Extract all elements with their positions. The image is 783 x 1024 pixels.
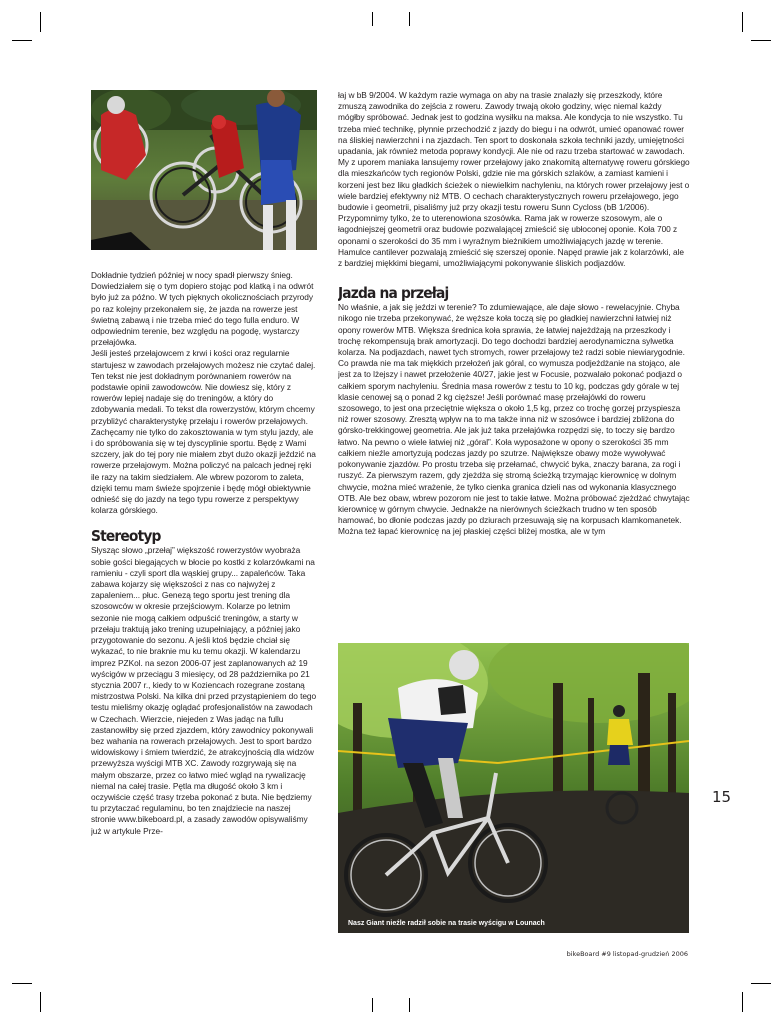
section-heading-stereotyp: Stereotyp xyxy=(91,527,161,546)
right-text-column xyxy=(338,90,690,630)
photo-forest-race xyxy=(338,643,689,933)
photo-cyclocross-riders xyxy=(91,90,317,250)
article-paragraph: My z uporem maniaka lansujemy rower przełajowy jako znakomitą alternatywę roweru górskiego dla mieszkańców tych regionów Polski, gdzie nie ma górskich szlaków, a zamiast kamieni i korzeni jest bez liku gładkich ścieżek o niewielkim nachyleniu, na których rower przełajowy jest o wiele bardziej efektywny niż MTB. O cechach charakterystycznych roweru przełajowego, jego budowie i geometrii, pisaliśmy już przy okazji testu roweru Sunn Cycloss (bB 1/2006). Przypomnimy tylko, że to uterenowiona szosówka. Rama jak w rowerze szosowym, ale o łagodniejszej geometrii oraz budowie pozwalającej zmieścić się ubłoconej oponie. Koła 700 z oponami o szerokości do 35 mm i wyraźnym bieżnikiem umożliwiających jazdę w terenie. Hamulce cantilever pozwalają zmieścić się szerszej oponie. Napęd prawie jak z kolarzówki, ale z bardziej miękkimi biegami, umożliwiającymi pokonywanie śliskich podjazdów. xyxy=(338,157,690,269)
photo-cyclocross-riders-image xyxy=(91,90,317,250)
left-text-column xyxy=(91,270,317,938)
section-heading-jazda-na-przelaj: Jazda na przełaj xyxy=(338,284,449,303)
article-paragraph: łaj w bB 9/2004. W każdym razie wymaga on aby na trasie znalazły się przeszkody, które zmuszą zawodnika do zejścia z roweru. Zawody trwają około godziny, więc niemal każdy mógłby spróbować. Jednak jest to godzina wysiłku na maksa. Ale kondycja to nie wszystko. Tu trzeba mieć technikę, płynnie przechodzić z jazdy do biegu i na odwrót, umieć opanować rower na śliskiej nawierzchni i na zjazdach. Ten sport to doskonała szkoła techniki jazdy, umiejętności upadania, jak również metoda poprawy kondycji. Ale nie od razu trzeba startować w zawodach. xyxy=(338,90,685,157)
page-number: 15 xyxy=(712,788,732,806)
article-paragraph: Słysząc słowo „przełaj” większość rowerzystów wyobraża sobie gości biegających w błocie po kostki z kolarzówkami na ramieniu - czyli sport dla wąskiej grupy... zapaleńców. Taka zabawa kojarzy się większości z nas co najwyżej z zapaleniem... płuc. Genezą tego sportu jest trening dla szosowców w okresie przejściowym. Kolarze po letnim sezonie nie mogą całkiem odpuścić treningów, a starty w przełaju traktują jako trening uzupełniający, a później jako przygotowanie do sezonu. A jeśli ktoś będzie chciał się wykazać, to nie braknie mu ku temu okazji. W kalendarzu imprez PZKol. na sezon 2006-07 jest zaplanowanych aż 19 wyścigów w przeciągu 3 miesięcy, od 28 października po 21 stycznia 2007 r., kiedy to w Koziencach rozegrane zostaną mistrzostwa Polski. Na kilka dni przed przystąpieniem do tego testu mieliśmy okazję oglądać profesjonalistów na zawodach w Czechach. Wierzcie, niejeden z Was jadąc na fullu zastanowiłby się przed zjazdem, który zawodnicy pokonywali bez wahania na rowerach przełajowych. Jest to sport bardzo widowiskowy i śmiem twierdzić, że atrakcyjnością dla widzów przewyższa wyścigi MTB XC. Zawody rozgrywają się na małym obszarze, przez co łatwo mieć wgląd na rywalizację niemal na całej trasie. Pętla ma długość około 3 km i oczywiście część trasy trzeba pokonać z buta. Nie będziemy tu przytaczać regulaminu, bo ten znajdziecie na naszej stronie www.bikeboard.pl, a zasady zawodów opisywaliśmy już w artykule Prze- xyxy=(91,545,317,836)
article-paragraph: No właśnie, a jak się jeździ w terenie? To zdumiewające, ale daje słowo - rewelacyjnie. Chyba nikogo nie trzeba przekonywać, że węższe koła toczą się po gładkiej nawierzchni łatwiej niż opony rowerów MTB. Większa średnica koła sprawia, że łatwiej najeżdżają na przeszkody i trochę rekompensują brak amortyzacji. Do tego dochodzi bardziej aerodynamiczna sylwetka kolarza. Na podjazdach, nawet tych stromych, rower przełajowy też radzi sobie niewiarygodnie. Co prawda nie ma tak miękkich przełożeń jak góral, co wymusza podjeżdżanie na stojąco, ale jest za to lżejszy i nawet przełożenie 40/27, jakie jest w Focusie, pozwalało pokonać podjazd o całkiem sporym nachyleniu. Średnia masa rowerów z testu to 10 kg, podczas gdy górale w tej klasie cenowej są o ponad 2 kg cięższe! Jeśli porównać masę przełajówki do roweru szosowego, to jest ona przeciętnie większa o około 1,5 kg, przez co trochę gorzej przyspiesza niż rower szosowy. Zresztą wpływ na to ma także inna niż w szosówce i bardziej zbliżona do górsko-trekkingowej geometria. Ale jak już taka przełajówka rozpędzi się, to toczy się bardzo łatwo. Na pewno o wiele łatwiej niż „góral”. Koła wyposażone w opony o szerokości 35 mm całkiem nieźle amortyzują podczas jazdy po szutrze. Największe obawy może wywoływać pokonywanie zjazdów. Po prostu trzeba się przełamać, chwycić byka, znaczy barana, za rogi i ruszyć. Za pierwszym razem, gdy zjeżdża się stromą ścieżką trzymając kierownicę w dolnym chwycie, można mieć wrażenie, że tylko cienka granica dzieli nas od wykonania klasycznego OTB. Ale bez obaw, wbrew pozorom nie jest to takie łatwe. Można próbować zjeżdżać chwytając kierownicę w górnym chwycie. Jednakże na nierównych ścieżkach trudno w ten sposób hamować, bo dłonie podczas jazdy po dziurach przesuwają się na korpusach klamkomanetek. Można też łapać kierownicę na jej płaskiej części bliżej mostka, ale w tym xyxy=(338,302,690,537)
page-footer: bikeBoard #9 listopad-grudzień 2006 xyxy=(566,950,688,958)
photo-forest-race-image xyxy=(338,643,689,933)
article-paragraph: Dokładnie tydzień później w nocy spadł pierwszy śnieg. Dowiedziałem się o tym dopiero stojąc pod klatką i na odwrót było już za późno. W tych pięknych okolicznościach przyrody po raz kolejny przekonałem się, że jazda na rowerze jest świetną zabawą i nie trzeba mieć do tego fulla enduro. W odpowiednim terenie, bez względu na pogodę, wystarczy przełajówka. xyxy=(91,270,314,348)
article-paragraph: Jeśli jesteś przełajowcem z krwi i kości oraz regularnie startujesz w zawodach przełajowych możesz nie czytać dalej. Ten tekst nie jest dokładnym porównaniem rowerów na podstawie opinii zawodowców. Nie dowiesz się, który z rowerów lepiej nadaje się do treningów, a który do zdobywania medali. To tekst dla rowerzystów, którym chcemy przybliżyć charakterystykę przełaju i rowerów przełajowych. Zachęcamy nie tylko do zakosztowania w tym stylu jazdy, ale i do spróbowania się w tej dyscyplinie sportu. Będę z Wami szczery, jak do tej pory nie miałem zbyt dużo okazji jeździć na rowerze przełajowym. Można policzyć na palcach jednej ręki ile razy na takim siedziałem. Ale wbrew pozorom to zaleta, dzięki temu mam świeże spojrzenie i będę mógł obiektywnie odnieść się do jazdy na tego typu rowerze z perspektywy kolarza górskiego. xyxy=(91,348,316,516)
photo-caption: Nasz Giant nieźle radził sobie na trasie wyścigu w Lounach xyxy=(348,920,545,927)
